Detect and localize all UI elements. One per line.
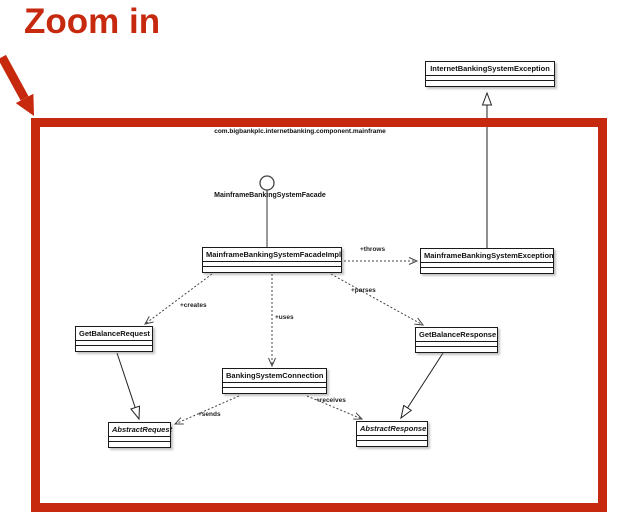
methods-compartment — [416, 347, 497, 352]
methods-compartment — [223, 388, 326, 393]
relationship-label-parses: +parses — [351, 287, 376, 294]
class-abstract-request — [108, 422, 171, 448]
methods-compartment — [357, 441, 427, 446]
class-name: AbstractResponse — [357, 422, 427, 436]
class-name: GetBalanceResponse — [416, 328, 497, 342]
class-banking-system-connection — [222, 368, 327, 394]
class-name: MainframeBankingSystemException — [421, 249, 553, 263]
class-name: InternetBankingSystemException — [426, 62, 554, 76]
class-get-balance-response — [415, 327, 498, 353]
class-abstract-response — [356, 421, 428, 447]
class-name: GetBalanceRequest — [76, 327, 152, 341]
class-mainframe-banking-system-exception — [420, 248, 554, 274]
relationship-label-sends: +sends — [198, 411, 221, 418]
methods-compartment — [426, 81, 554, 86]
relationship-label-uses: +uses — [275, 314, 294, 321]
interface-lollipop-label: MainframeBankingSystemFacade — [214, 192, 326, 199]
class-name: BankingSystemConnection — [223, 369, 326, 383]
methods-compartment — [76, 346, 152, 351]
class-internet-banking-system-exception — [425, 61, 555, 87]
methods-compartment — [421, 268, 553, 273]
relationship-label-creates: +creates — [180, 302, 207, 309]
relationship-label-receives: +receives — [316, 397, 346, 404]
class-name: MainframeBankingSystemFacadeImpl — [203, 248, 341, 262]
class-name: AbstractRequest — [109, 423, 170, 437]
zoom-in-annotation: Zoom in — [24, 2, 161, 41]
package-name-label: com.bigbankplc.internetbanking.component.mainframe — [214, 128, 386, 135]
class-mainframe-banking-system-facade-impl — [202, 247, 342, 273]
relationship-label-throws: +throws — [360, 246, 386, 253]
zoom-arrow-shaft — [2, 57, 25, 98]
methods-compartment — [203, 267, 341, 272]
class-get-balance-request — [75, 326, 153, 352]
zoom-highlight-frame — [31, 118, 607, 512]
methods-compartment — [109, 442, 170, 447]
